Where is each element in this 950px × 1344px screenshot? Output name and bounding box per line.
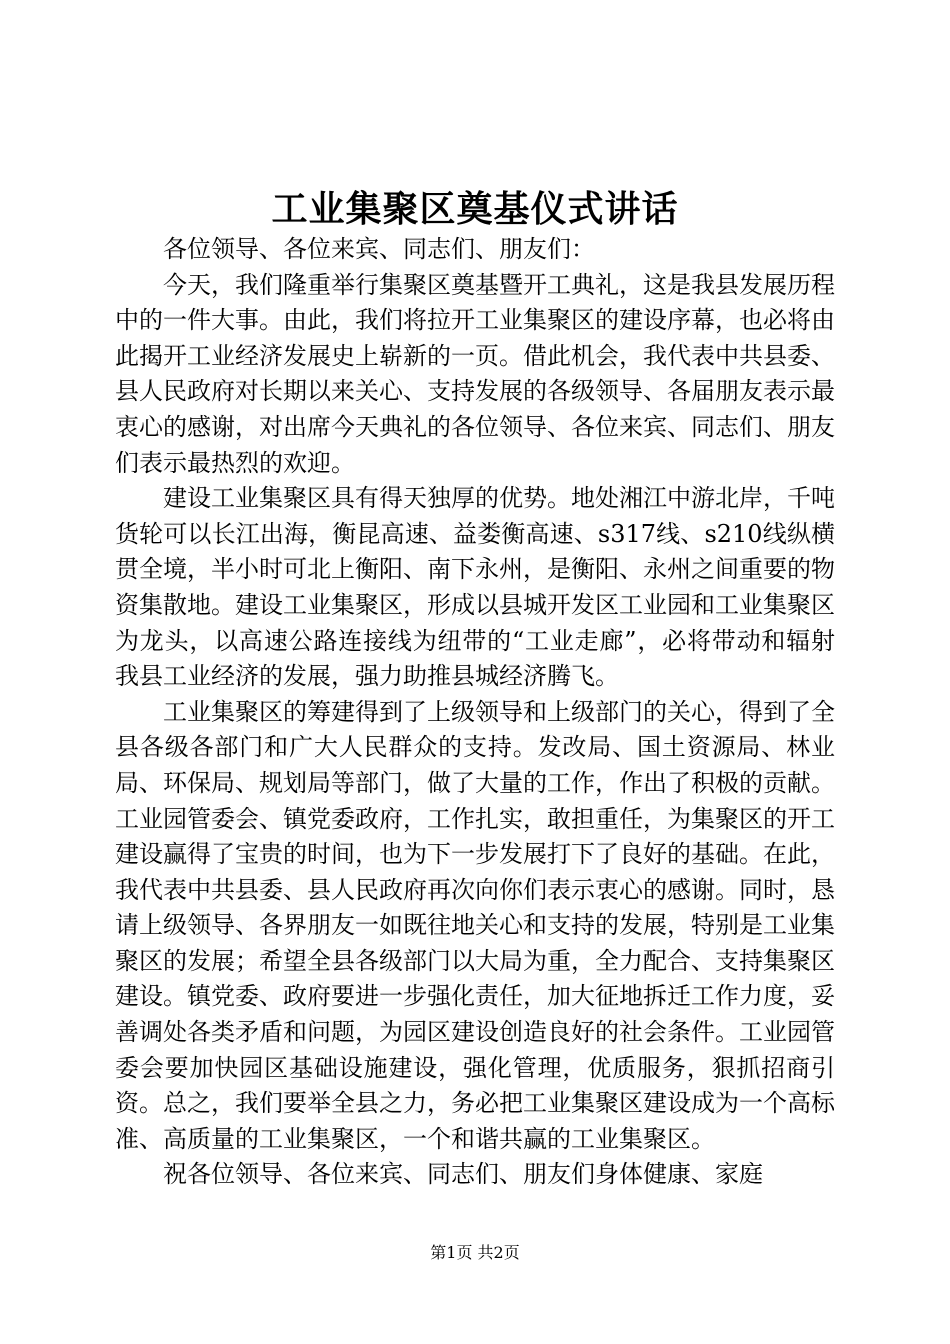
- body-paragraph: 工业集聚区的筹建得到了上级领导和上级部门的关心，得到了全县各级各部门和广大人民群众的支持。发改局、国土资源局、林业局、环保局、规划局等部门，做了大量的工作，作出了积极的贡献。工业园管委会、镇党委政府，工作扎实，敢担重任，为集聚区的开工建设赢得了宝贵的时间，也为下一步发展打下了良好的基础。在此，我代表中共县委、县人民政府再次向你们表示衷心的感谢。同时，恳请上级领导、各界朋友一如既往地关心和支持的发展，特别是工业集聚区的发展；希望全县各级部门以大局为重，全力配合、支持集聚区建设。镇党委、政府要进一步强化责任，加大征地拆迁工作力度，妥善调处各类矛盾和问题，为园区建设创造良好的社会条件。工业园管委会要加快园区基础设施建设，强化管理，优质服务，狠抓招商引资。总之，我们要举全县之力，务必把工业集聚区建设成为一个高标准、高质量的工业集聚区，一个和谐共赢的工业集聚区。: [115, 697, 835, 1153]
- page-number-footer: 第1页 共2页: [430, 1243, 520, 1262]
- document-title: 工业集聚区奠基仪式讲话: [271, 188, 679, 230]
- document-body: [115, 232, 835, 1193]
- closing-paragraph: 祝各位领导、各位来宾、同志们、朋友们身体健康、家庭: [163, 1160, 763, 1189]
- salutation-paragraph: 各位领导、各位来宾、同志们、朋友们：: [163, 235, 595, 263]
- body-paragraph: 今天，我们隆重举行集聚区奠基暨开工典礼，这是我县发展历程中的一件大事。由此，我们将拉开工业集聚区的建设序幕，也必将由此揭开工业经济发展史上崭新的一页。借此机会，我代表中共县委、县人民政府对长期以来关心、支持发展的各级领导、各届朋友表示最衷心的感谢，对出席今天典礼的各位领导、各位来宾、同志们、朋友们表示最热烈的欢迎。: [115, 270, 835, 477]
- body-paragraph: 建设工业集聚区具有得天独厚的优势。地处湘江中游北岸，千吨货轮可以长江出海，衡昆高速、益娄衡高速、s317线、s210线纵横贯全境，半小时可北上衡阳、南下永州，是衡阳、永州之间重要的物资集散地。建设工业集聚区，形成以县城开发区工业园和工业集聚区为龙头，以高速公路连接线为纽带的“工业走廊”，必将带动和辐射我县工业经济的发展，强力助推县城经济腾飞。: [115, 484, 835, 691]
